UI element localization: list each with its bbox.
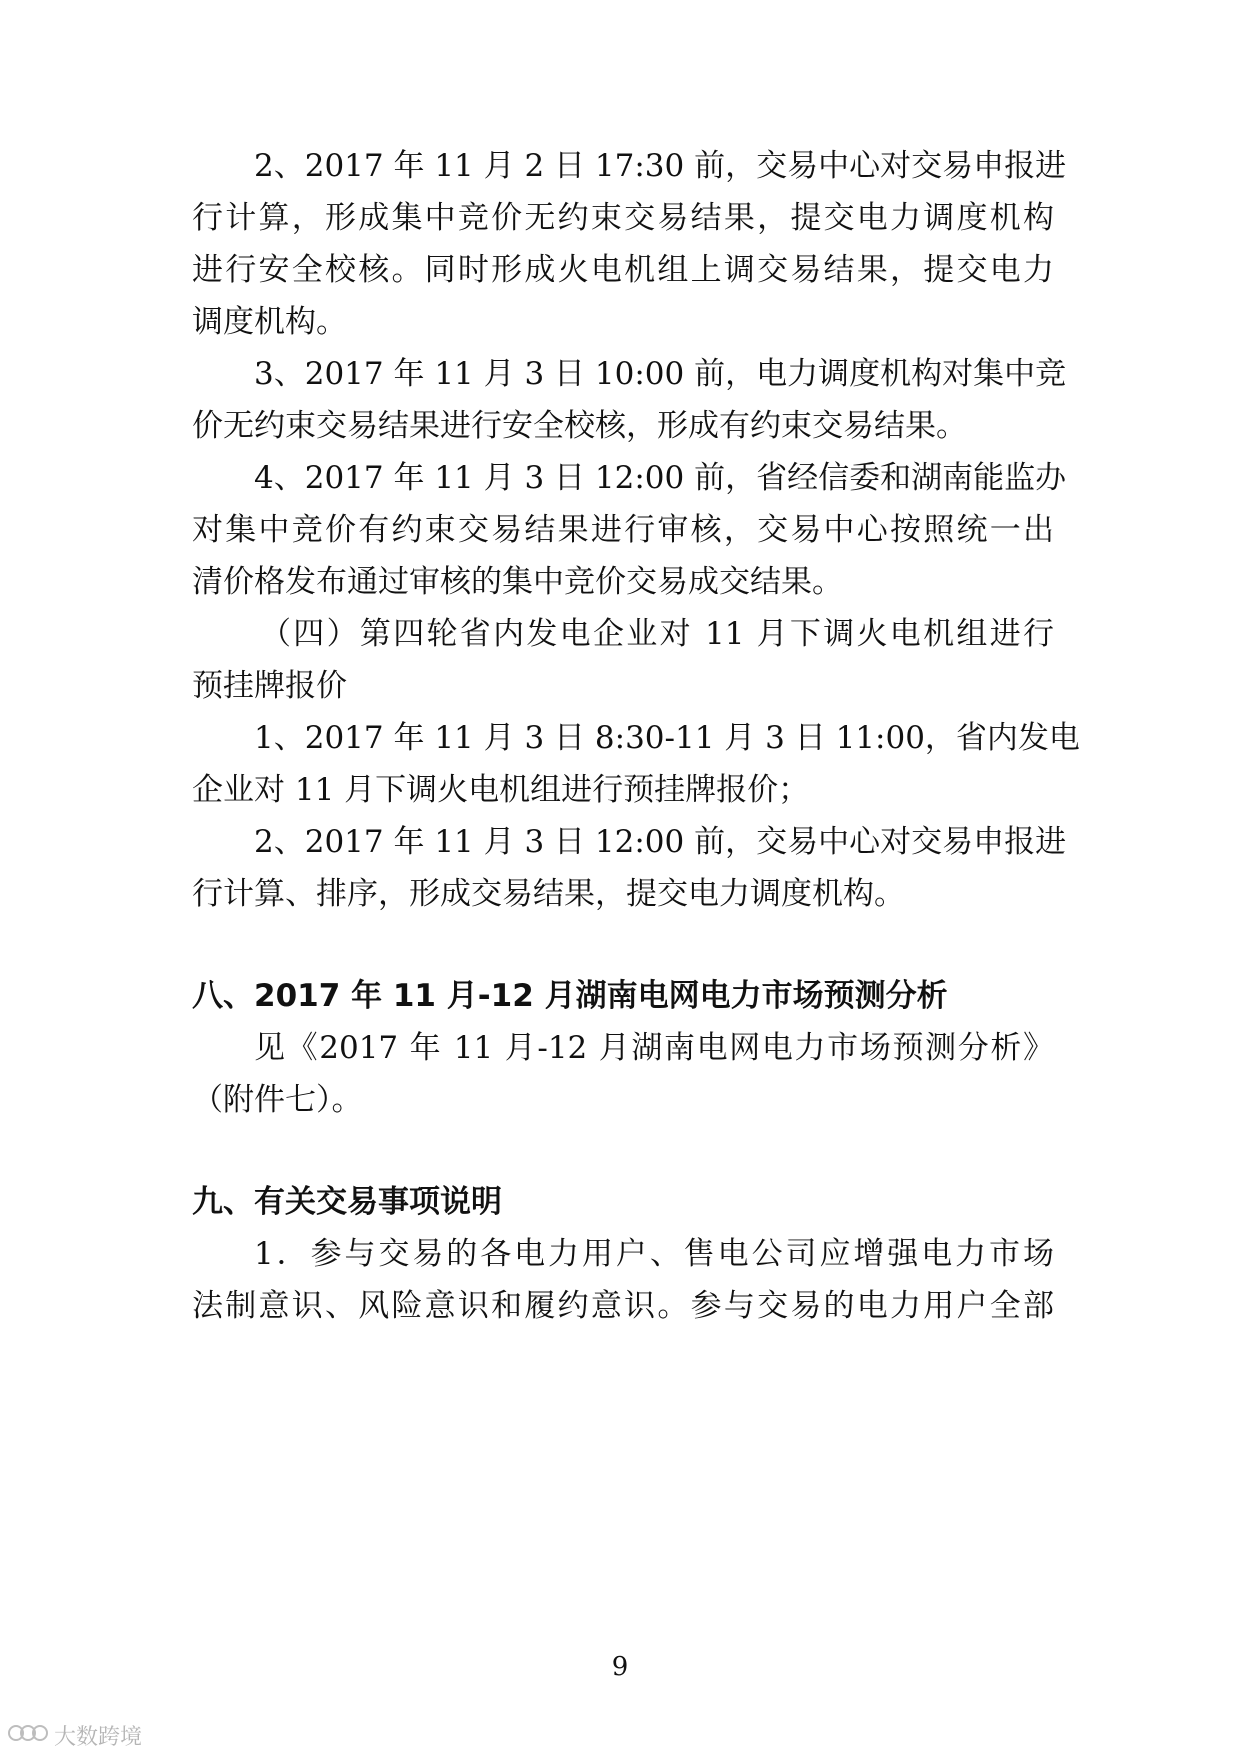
subsection-title: （四）第四轮省内发电企业对 11 月下调火电机组进行 — [260, 616, 1054, 652]
paragraph-line: （附件七）。 — [192, 1082, 363, 1118]
paragraph-line: 清价格发布通过审核的集中竞价交易成交结果。 — [192, 564, 843, 600]
paragraph-line: 价无约束交易结果进行安全校核，形成有约束交易结果。 — [192, 408, 967, 444]
paragraph-line: 行计算，形成集中竞价无约束交易结果，提交电力调度机构 — [192, 200, 1054, 236]
paragraph-line: 见《2017 年 11 月-12 月湖南电网电力市场预测分析》 — [254, 1030, 1054, 1066]
paragraph-line: 1．参与交易的各电力用户、售电公司应增强电力市场 — [254, 1236, 1054, 1272]
paragraph-line: 对集中竞价有约束交易结果进行审核，交易中心按照统一出 — [192, 512, 1054, 548]
paragraph-line: 行计算、排序，形成交易结果，提交电力调度机构。 — [192, 876, 905, 912]
watermark — [8, 1720, 142, 1751]
paragraph-line: 1、2017 年 11 月 3 日 8:30-11 月 3 日 11:00，省内发电 — [254, 720, 1080, 756]
section-heading: 九、有关交易事项说明 — [192, 1184, 502, 1220]
paragraph-line: 3、2017 年 11 月 3 日 10:00 前，电力调度机构对集中竞 — [254, 356, 1067, 392]
paragraph-line: 4、2017 年 11 月 3 日 12:00 前，省经信委和湖南能监办 — [254, 460, 1067, 496]
paragraph-line: 企业对 11 月下调火电机组进行预挂牌报价； — [192, 772, 810, 808]
subsection-title: 预挂牌报价 — [192, 668, 347, 704]
paragraph-line: 法制意识、风险意识和履约意识。参与交易的电力用户全部 — [192, 1288, 1054, 1324]
paragraph-line: 进行安全校核。同时形成火电机组上调交易结果，提交电力 — [192, 252, 1054, 288]
section-heading: 八、2017 年 11 月-12 月湖南电网电力市场预测分析 — [192, 978, 948, 1014]
page-number: 9 — [611, 1652, 629, 1682]
paragraph-line: 调度机构。 — [192, 304, 347, 340]
watermark-logo-icon — [8, 1721, 48, 1751]
paragraph-line: 2、2017 年 11 月 3 日 12:00 前，交易中心对交易申报进 — [254, 824, 1067, 860]
paragraph-line: 2、2017 年 11 月 2 日 17:30 前，交易中心对交易申报进 — [254, 148, 1067, 184]
watermark-text: 大数跨境 — [54, 1725, 143, 1750]
